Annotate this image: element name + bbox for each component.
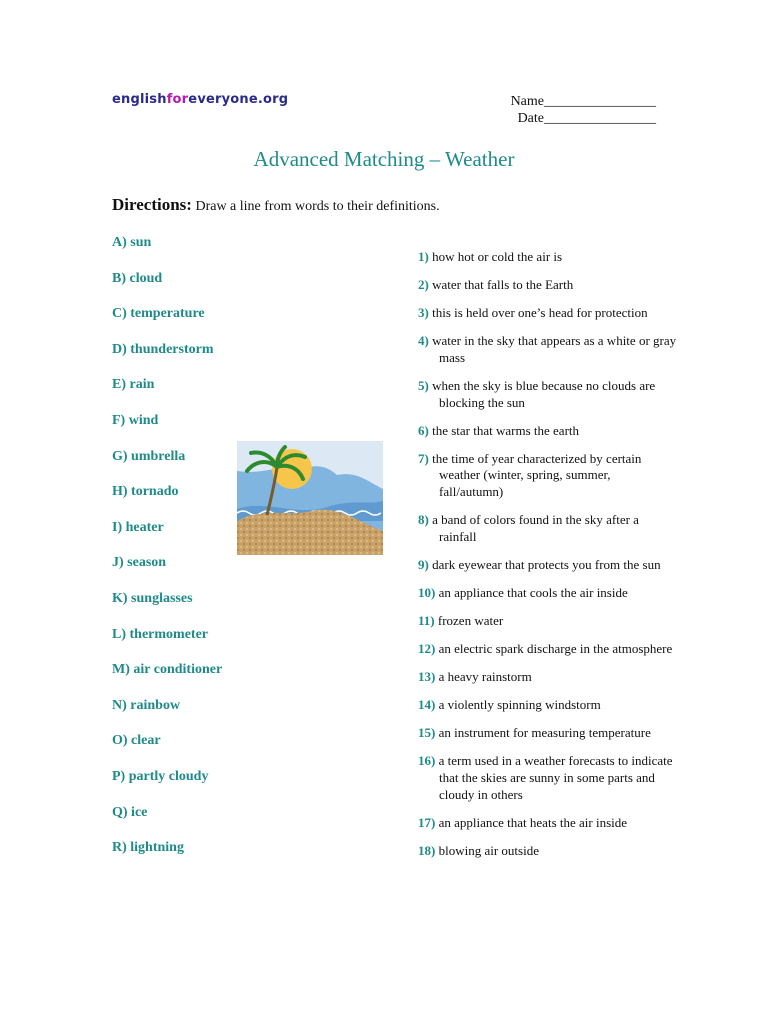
definition-text: a band of colors found in the sky after a rainfall: [428, 512, 639, 544]
definition-item: [418, 843, 678, 860]
word-item: I) heater: [112, 519, 164, 535]
definition-item: [418, 585, 678, 602]
definition-item: [418, 815, 678, 832]
word-item: F) wind: [112, 412, 159, 428]
word-item: E) rain: [112, 377, 155, 393]
directions: [112, 195, 440, 215]
definition-item: [418, 725, 678, 742]
definition-number: 15): [418, 725, 436, 741]
definition-text: the star that warms the earth: [428, 422, 580, 438]
word-item: K) sunglasses: [112, 590, 193, 606]
logo-text-part: everyone.org: [188, 92, 289, 107]
definition-text: this is held over one’s head for protection: [428, 305, 648, 321]
word-item: J) season: [112, 555, 167, 571]
directions-text: Draw a line from words to their definitions.: [191, 199, 440, 214]
definition-text: frozen water: [434, 612, 504, 628]
word-item: O) clear: [112, 733, 161, 749]
definition-item: [418, 669, 678, 686]
definition-text: a term used in a weather forecasts to indicate that the skies are sunny in some parts and cloudy in others: [435, 753, 673, 802]
word-list: [112, 235, 222, 876]
definition-text: blowing air outside: [435, 842, 539, 858]
definition-item: [418, 613, 678, 630]
word-item: Q) ice: [112, 804, 148, 820]
definition-number: 9): [418, 556, 429, 572]
definition-item: [418, 697, 678, 714]
definition-number: 16): [418, 753, 436, 769]
definition-number: 5): [418, 377, 429, 393]
definition-number: 7): [418, 450, 429, 466]
word-item: A) sun: [112, 235, 152, 250]
definition-text: a violently spinning windstorm: [435, 697, 601, 713]
definition-item: [418, 378, 678, 411]
site-logo: [112, 92, 288, 107]
word-item: D) thunderstorm: [112, 341, 214, 357]
definition-number: 10): [418, 584, 436, 600]
word-item: P) partly cloudy: [112, 768, 209, 784]
definition-item: [418, 451, 678, 501]
definition-item: [418, 305, 678, 322]
definition-item: [418, 557, 678, 574]
definition-item: [418, 333, 678, 366]
definition-number: 14): [418, 697, 436, 713]
definition-number: 4): [418, 333, 429, 349]
word-item: M) air conditioner: [112, 662, 223, 678]
definition-number: 18): [418, 842, 436, 858]
definition-item: [418, 277, 678, 294]
definition-text: an instrument for measuring temperature: [435, 725, 651, 741]
definition-text: an appliance that heats the air inside: [435, 814, 628, 830]
logo-text-part: for: [166, 92, 189, 107]
date-field: Date________________: [517, 111, 656, 126]
word-item: N) rainbow: [112, 697, 181, 713]
definition-item: [418, 249, 678, 266]
word-item: R) lightning: [112, 840, 184, 856]
definition-text: how hot or cold the air is: [428, 249, 563, 264]
definition-list: [418, 249, 678, 871]
definition-text: water that falls to the Earth: [428, 277, 574, 293]
definition-text: the time of year characterized by certain weather (winter, spring, summer, fall/autumn): [428, 450, 642, 499]
definition-number: 12): [418, 641, 436, 656]
definition-number: 3): [418, 305, 429, 321]
definition-number: 2): [418, 277, 429, 293]
word-item: L) thermometer: [112, 626, 209, 642]
definition-number: 6): [418, 422, 429, 438]
definition-number: 1): [418, 249, 429, 264]
definition-text: when the sky is blue because no clouds are blocking the sun: [428, 377, 656, 410]
word-item: C) temperature: [112, 306, 205, 322]
logo-text-part: english: [112, 92, 167, 107]
word-item: H) tornado: [112, 484, 179, 500]
definition-item: [418, 753, 678, 803]
page-title: Advanced Matching – Weather: [253, 147, 515, 171]
word-item: B) cloud: [112, 270, 163, 286]
definition-number: 11): [418, 612, 435, 628]
definition-text: water in the sky that appears as a white or gray mass: [428, 333, 677, 365]
definition-text: dark eyewear that protects you from the sun: [428, 556, 661, 572]
definition-text: an appliance that cools the air inside: [435, 584, 628, 600]
word-item: G) umbrella: [112, 448, 186, 464]
definition-item: [418, 423, 678, 440]
name-field: Name________________: [510, 94, 656, 109]
definition-item: [418, 641, 678, 658]
definition-number: 8): [418, 512, 429, 528]
definition-item: [418, 512, 678, 545]
beach-illustration: [237, 441, 383, 555]
definition-number: 13): [418, 669, 436, 685]
directions-label: Directions:: [112, 195, 192, 214]
definition-text: an electric spark discharge in the atmosphere: [435, 641, 673, 656]
definition-number: 17): [418, 814, 436, 830]
definition-text: a heavy rainstorm: [435, 669, 532, 685]
